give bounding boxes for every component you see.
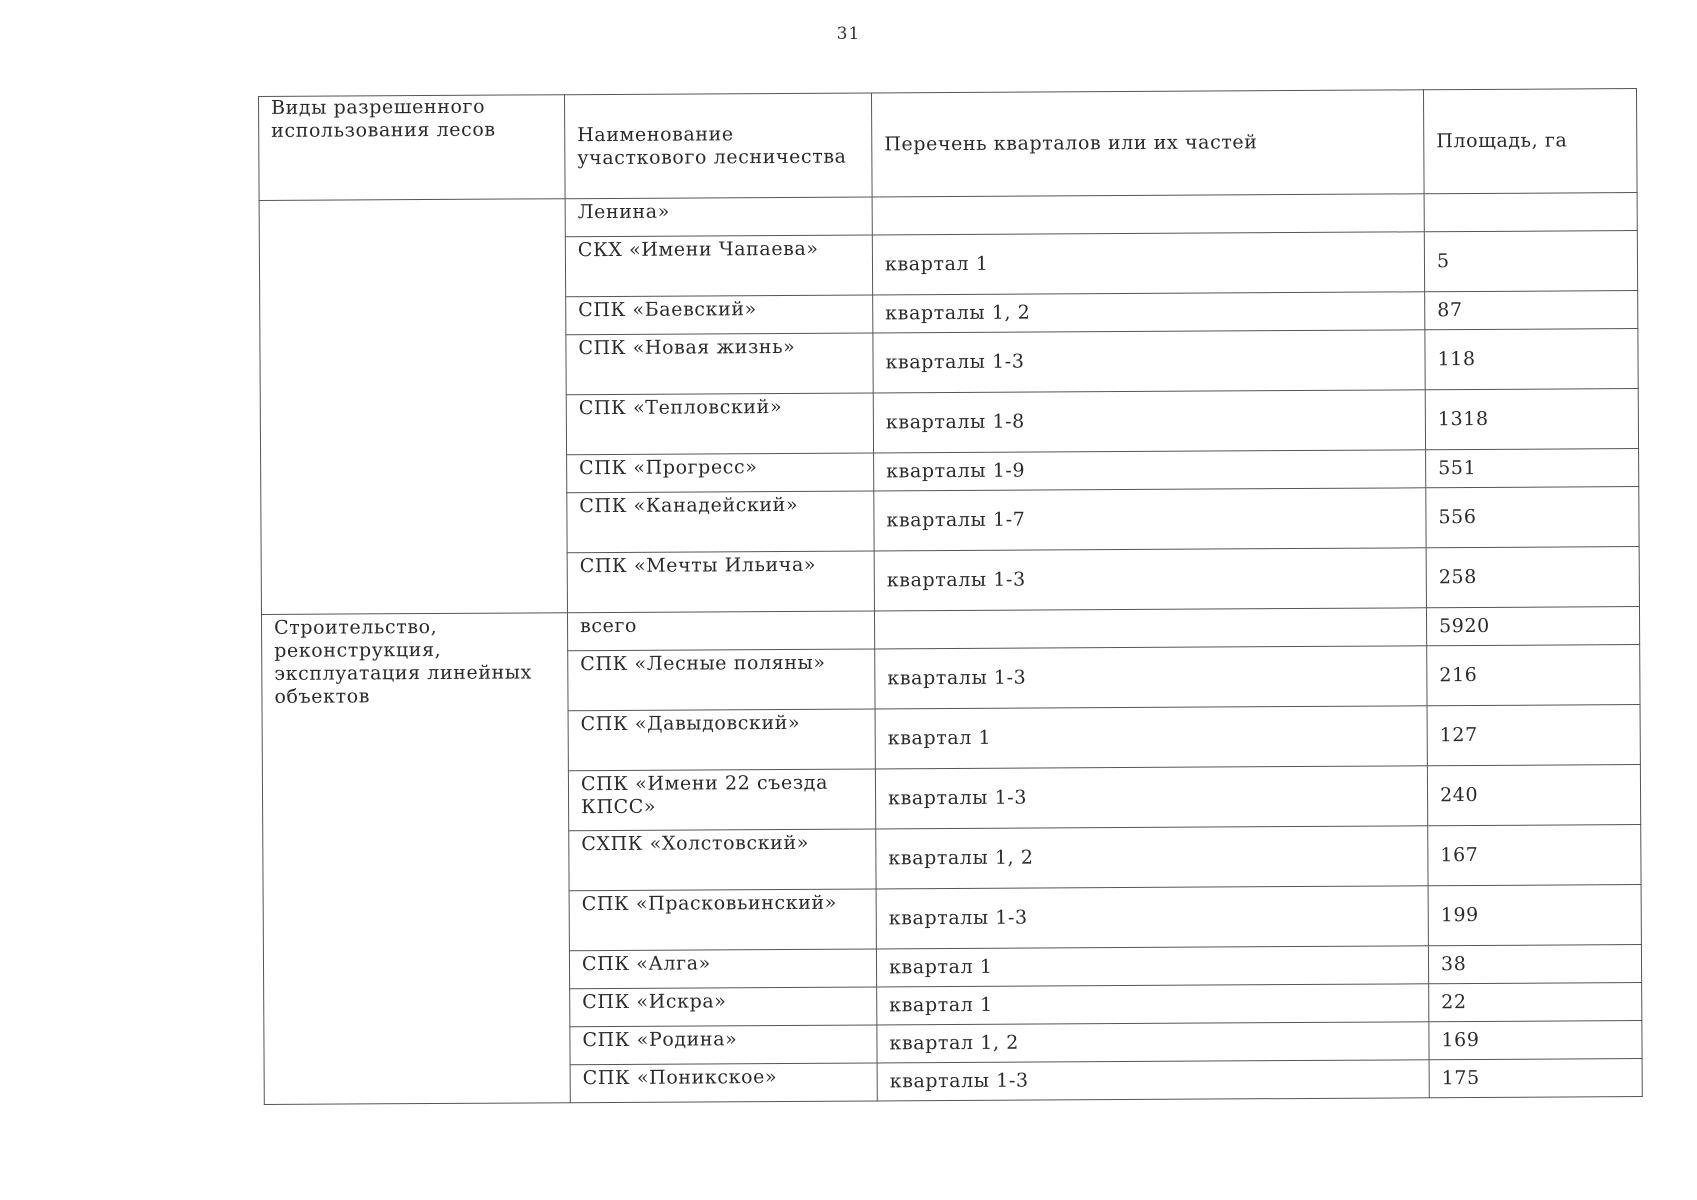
area-cell: 5 xyxy=(1424,231,1637,292)
area-cell: 87 xyxy=(1425,291,1638,330)
forestry-name-cell: СПК «Имени 22 съезда КПСС» xyxy=(568,769,875,831)
header-quarters: Перечень кварталов или их частей xyxy=(871,90,1424,197)
area-cell: 169 xyxy=(1429,1021,1642,1060)
forestry-name-cell: Ленина» xyxy=(565,197,872,237)
area-cell: 258 xyxy=(1426,547,1639,608)
area-cell: 1318 xyxy=(1425,389,1638,450)
area-cell: 22 xyxy=(1429,983,1642,1022)
page-number: 31 xyxy=(836,24,861,44)
area-cell: 199 xyxy=(1428,885,1641,946)
forestry-table xyxy=(258,88,1643,1105)
forestry-name-cell: СПК «Баевский» xyxy=(566,295,873,335)
area-cell: 216 xyxy=(1427,645,1640,706)
forestry-name-cell: СХПК «Холстовский» xyxy=(569,829,876,891)
area-cell: 556 xyxy=(1426,487,1639,548)
quarters-cell: кварталы 1-3 xyxy=(873,330,1425,393)
forestry-name-cell: СПК «Новая жизнь» xyxy=(566,333,873,395)
area-cell: 175 xyxy=(1429,1059,1642,1098)
quarters-cell: кварталы 1-8 xyxy=(873,390,1425,453)
quarters-cell: квартал 1 xyxy=(872,232,1424,295)
forestry-name-cell: СКХ «Имени Чапаева» xyxy=(565,235,872,297)
usage-type-cell: Строительство, реконструкция, эксплуатация линейных объектов xyxy=(261,613,570,1105)
forestry-name-cell: СПК «Давыдовский» xyxy=(568,709,875,771)
header-usage-type: Виды разрешенного использования лесов xyxy=(259,95,566,201)
forestry-name-cell: СПК «Поникское» xyxy=(570,1063,877,1103)
forestry-name-cell: СПК «Канадейский» xyxy=(567,491,874,553)
quarters-cell: кварталы 1, 2 xyxy=(873,292,1425,333)
forestry-name-cell: СПК «Алга» xyxy=(569,949,876,989)
quarters-cell: кварталы 1-3 xyxy=(875,646,1427,709)
table-header-row xyxy=(259,89,1638,201)
area-cell: 167 xyxy=(1428,825,1641,886)
forestry-name-cell: СПК «Родина» xyxy=(570,1025,877,1065)
forestry-name-cell: СПК «Лесные поляны» xyxy=(568,649,875,711)
forestry-table-container xyxy=(258,88,1642,1105)
quarters-cell: квартал 1 xyxy=(877,984,1429,1025)
quarters-cell xyxy=(874,608,1426,649)
forestry-name-cell: СПК «Прогресс» xyxy=(567,453,874,493)
forestry-name-cell: СПК «Тепловский» xyxy=(566,393,873,455)
area-cell: 127 xyxy=(1427,705,1640,766)
quarters-cell: кварталы 1-9 xyxy=(874,450,1426,491)
forestry-name-cell: СПК «Мечты Ильича» xyxy=(567,551,874,613)
header-forestry-name: Наименование участкового лесничества xyxy=(564,93,872,199)
quarters-cell: кварталы 1-3 xyxy=(875,766,1427,829)
forestry-name-cell: всего xyxy=(567,611,874,651)
quarters-cell: кварталы 1-3 xyxy=(877,1060,1429,1101)
quarters-cell: кварталы 1, 2 xyxy=(876,826,1428,889)
area-cell: 240 xyxy=(1427,765,1640,826)
usage-type-cell-empty xyxy=(259,199,567,615)
quarters-cell: квартал 1 xyxy=(876,946,1428,987)
quarters-cell: квартал 1 xyxy=(875,706,1427,769)
area-cell: 5920 xyxy=(1426,607,1639,646)
quarters-cell: кварталы 1-3 xyxy=(876,886,1428,949)
forestry-name-cell: СПК «Искра» xyxy=(570,987,877,1027)
quarters-cell: кварталы 1-3 xyxy=(874,548,1426,611)
forestry-name-cell: СПК «Прасковьинский» xyxy=(569,889,876,951)
area-cell xyxy=(1424,193,1637,232)
area-cell: 118 xyxy=(1425,329,1638,390)
area-cell: 551 xyxy=(1426,449,1639,488)
quarters-cell xyxy=(872,194,1424,235)
header-area: Площадь, га xyxy=(1423,89,1637,194)
quarters-cell: кварталы 1-7 xyxy=(874,488,1426,551)
quarters-cell: квартал 1, 2 xyxy=(877,1022,1429,1063)
area-cell: 38 xyxy=(1428,945,1641,984)
